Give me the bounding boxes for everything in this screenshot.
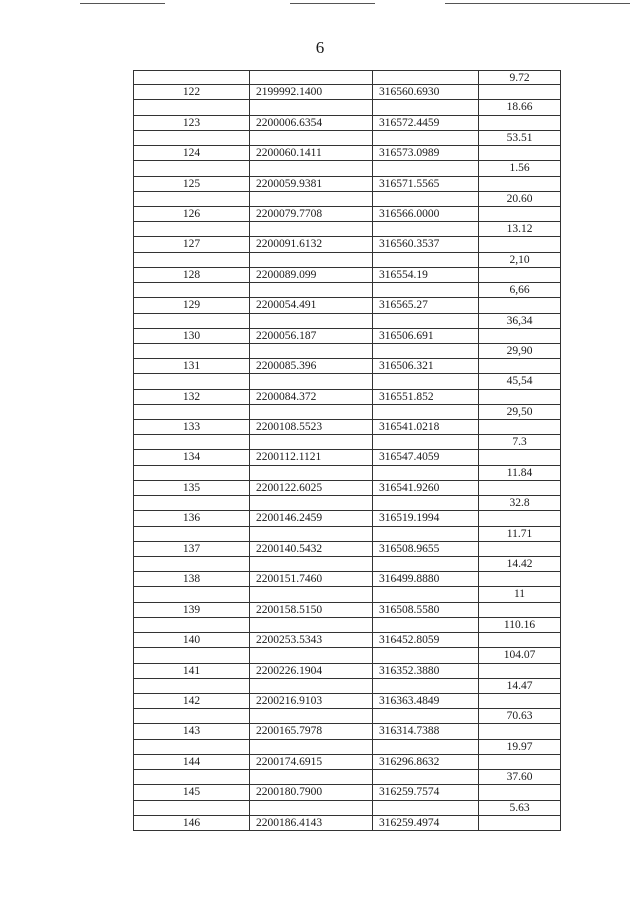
y-coordinate-cell <box>372 405 478 419</box>
point-number-cell: 131 <box>133 359 249 373</box>
x-coordinate-cell: 2200174.6915 <box>249 755 372 769</box>
table-distance-row <box>133 435 561 450</box>
table-row <box>133 603 561 618</box>
point-number-cell <box>133 344 249 358</box>
y-coordinate-cell: 316565.27 <box>372 298 478 312</box>
x-coordinate-cell: 2200112.1121 <box>249 450 372 464</box>
y-coordinate-cell: 316314.7388 <box>372 724 478 738</box>
coordinates-table <box>133 70 561 831</box>
table-distance-row <box>133 618 561 633</box>
y-coordinate-cell <box>372 71 478 84</box>
table-distance-row <box>133 527 561 542</box>
distance-cell <box>478 450 561 464</box>
y-coordinate-cell: 316551.852 <box>372 390 478 404</box>
table-distance-row <box>133 253 561 268</box>
table-row <box>133 724 561 739</box>
x-coordinate-cell: 2200186.4143 <box>249 816 372 830</box>
table-row <box>133 420 561 435</box>
distance-cell: 19.97 <box>478 740 561 754</box>
y-coordinate-cell: 316554.19 <box>372 268 478 282</box>
distance-cell <box>478 816 561 830</box>
distance-cell <box>478 116 561 130</box>
table-row <box>133 85 561 100</box>
point-number-cell <box>133 131 249 145</box>
point-number-cell <box>133 283 249 297</box>
x-coordinate-cell: 2199992.1400 <box>249 85 372 99</box>
y-coordinate-cell <box>372 557 478 571</box>
point-number-cell <box>133 71 249 84</box>
table-distance-row <box>133 314 561 329</box>
distance-cell: 110.16 <box>478 618 561 632</box>
x-coordinate-cell: 2200158.5150 <box>249 603 372 617</box>
table-row <box>133 359 561 374</box>
x-coordinate-cell: 2200226.1904 <box>249 664 372 678</box>
x-coordinate-cell <box>249 496 372 510</box>
x-coordinate-cell: 2200165.7978 <box>249 724 372 738</box>
x-coordinate-cell <box>249 770 372 784</box>
y-coordinate-cell: 316541.0218 <box>372 420 478 434</box>
distance-cell: 14.47 <box>478 679 561 693</box>
distance-cell: 32.8 <box>478 496 561 510</box>
x-coordinate-cell: 2200216.9103 <box>249 694 372 708</box>
distance-cell <box>478 85 561 99</box>
table-distance-row <box>133 374 561 389</box>
point-number-cell: 133 <box>133 420 249 434</box>
x-coordinate-cell <box>249 648 372 662</box>
top-rule-right <box>445 3 630 4</box>
point-number-cell: 139 <box>133 603 249 617</box>
y-coordinate-cell: 316452.8059 <box>372 633 478 647</box>
x-coordinate-cell: 2200108.5523 <box>249 420 372 434</box>
x-coordinate-cell: 2200060.1411 <box>249 146 372 160</box>
y-coordinate-cell: 316499.8880 <box>372 572 478 586</box>
y-coordinate-cell: 316508.9655 <box>372 542 478 556</box>
table-distance-row <box>133 496 561 511</box>
x-coordinate-cell <box>249 801 372 815</box>
point-number-cell: 146 <box>133 816 249 830</box>
table-distance-row <box>133 131 561 146</box>
table-distance-row <box>133 405 561 420</box>
y-coordinate-cell <box>372 100 478 114</box>
y-coordinate-cell: 316506.321 <box>372 359 478 373</box>
point-number-cell <box>133 527 249 541</box>
y-coordinate-cell <box>372 466 478 480</box>
y-coordinate-cell: 316573.0989 <box>372 146 478 160</box>
x-coordinate-cell <box>249 222 372 236</box>
table-distance-row <box>133 192 561 207</box>
y-coordinate-cell <box>372 679 478 693</box>
y-coordinate-cell <box>372 496 478 510</box>
point-number-cell: 144 <box>133 755 249 769</box>
distance-cell <box>478 755 561 769</box>
distance-cell: 11.71 <box>478 527 561 541</box>
point-number-cell <box>133 648 249 662</box>
point-number-cell <box>133 314 249 328</box>
point-number-cell: 125 <box>133 177 249 191</box>
point-number-cell: 138 <box>133 572 249 586</box>
point-number-cell <box>133 770 249 784</box>
distance-cell <box>478 420 561 434</box>
y-coordinate-cell: 316566.0000 <box>372 207 478 221</box>
y-coordinate-cell: 316560.6930 <box>372 85 478 99</box>
page-number: 6 <box>315 38 325 57</box>
distance-cell <box>478 633 561 647</box>
table-distance-row <box>133 70 561 85</box>
x-coordinate-cell: 2200091.6132 <box>249 237 372 251</box>
x-coordinate-cell <box>249 587 372 601</box>
point-number-cell: 134 <box>133 450 249 464</box>
point-number-cell: 122 <box>133 85 249 99</box>
x-coordinate-cell: 2200054.491 <box>249 298 372 312</box>
distance-cell: 7.3 <box>478 435 561 449</box>
x-coordinate-cell <box>249 466 372 480</box>
x-coordinate-cell <box>249 131 372 145</box>
y-coordinate-cell: 316363.4849 <box>372 694 478 708</box>
distance-cell: 37.60 <box>478 770 561 784</box>
table-row <box>133 664 561 679</box>
distance-cell: 70.63 <box>478 709 561 723</box>
point-number-cell <box>133 374 249 388</box>
table-row <box>133 390 561 405</box>
point-number-cell: 140 <box>133 633 249 647</box>
distance-cell <box>478 390 561 404</box>
y-coordinate-cell <box>372 770 478 784</box>
table-distance-row <box>133 648 561 663</box>
distance-cell: 14.42 <box>478 557 561 571</box>
table-distance-row <box>133 587 561 602</box>
table-row <box>133 755 561 770</box>
x-coordinate-cell <box>249 192 372 206</box>
y-coordinate-cell <box>372 618 478 632</box>
table-distance-row <box>133 801 561 816</box>
table-row <box>133 572 561 587</box>
point-number-cell: 127 <box>133 237 249 251</box>
point-number-cell <box>133 557 249 571</box>
point-number-cell: 129 <box>133 298 249 312</box>
table-distance-row <box>133 770 561 785</box>
y-coordinate-cell: 316259.4974 <box>372 816 478 830</box>
x-coordinate-cell: 2200085.396 <box>249 359 372 373</box>
x-coordinate-cell: 2200146.2459 <box>249 511 372 525</box>
distance-cell: 13.12 <box>478 222 561 236</box>
distance-cell <box>478 359 561 373</box>
table-distance-row <box>133 100 561 115</box>
table-row <box>133 298 561 313</box>
x-coordinate-cell: 2200089.099 <box>249 268 372 282</box>
top-rule-left <box>80 3 165 4</box>
point-number-cell: 145 <box>133 785 249 799</box>
y-coordinate-cell: 316571.5565 <box>372 177 478 191</box>
table-distance-row <box>133 709 561 724</box>
point-number-cell: 137 <box>133 542 249 556</box>
y-coordinate-cell: 316352.3880 <box>372 664 478 678</box>
distance-cell: 6,66 <box>478 283 561 297</box>
x-coordinate-cell <box>249 527 372 541</box>
x-coordinate-cell <box>249 557 372 571</box>
y-coordinate-cell <box>372 131 478 145</box>
table-row <box>133 450 561 465</box>
table-distance-row <box>133 466 561 481</box>
point-number-cell <box>133 253 249 267</box>
x-coordinate-cell <box>249 314 372 328</box>
distance-cell: 45,54 <box>478 374 561 388</box>
point-number-cell <box>133 801 249 815</box>
distance-cell <box>478 724 561 738</box>
x-coordinate-cell: 2200059.9381 <box>249 177 372 191</box>
table-distance-row <box>133 740 561 755</box>
point-number-cell <box>133 496 249 510</box>
distance-cell <box>478 146 561 160</box>
x-coordinate-cell <box>249 618 372 632</box>
x-coordinate-cell <box>249 100 372 114</box>
x-coordinate-cell <box>249 161 372 175</box>
table-distance-row <box>133 557 561 572</box>
distance-cell <box>478 572 561 586</box>
y-coordinate-cell <box>372 161 478 175</box>
table-distance-row <box>133 344 561 359</box>
point-number-cell: 132 <box>133 390 249 404</box>
y-coordinate-cell <box>372 740 478 754</box>
point-number-cell: 143 <box>133 724 249 738</box>
point-number-cell <box>133 192 249 206</box>
x-coordinate-cell: 2200140.5432 <box>249 542 372 556</box>
distance-cell: 29,90 <box>478 344 561 358</box>
distance-cell: 29,50 <box>478 405 561 419</box>
distance-cell: 18.66 <box>478 100 561 114</box>
y-coordinate-cell <box>372 192 478 206</box>
point-number-cell <box>133 161 249 175</box>
point-number-cell <box>133 100 249 114</box>
distance-cell <box>478 481 561 495</box>
table-distance-row <box>133 222 561 237</box>
x-coordinate-cell: 2200079.7708 <box>249 207 372 221</box>
table-distance-row <box>133 679 561 694</box>
x-coordinate-cell: 2200056.187 <box>249 329 372 343</box>
y-coordinate-cell <box>372 527 478 541</box>
y-coordinate-cell <box>372 801 478 815</box>
x-coordinate-cell: 2200180.7900 <box>249 785 372 799</box>
point-number-cell <box>133 679 249 693</box>
distance-cell <box>478 694 561 708</box>
x-coordinate-cell <box>249 679 372 693</box>
table-row <box>133 816 561 831</box>
table-row <box>133 329 561 344</box>
distance-cell: 2,10 <box>478 253 561 267</box>
table-row <box>133 237 561 252</box>
table-row <box>133 116 561 131</box>
distance-cell: 104.07 <box>478 648 561 662</box>
distance-cell <box>478 603 561 617</box>
distance-cell: 53.51 <box>478 131 561 145</box>
table-row <box>133 207 561 222</box>
x-coordinate-cell: 2200122.6025 <box>249 481 372 495</box>
x-coordinate-cell <box>249 740 372 754</box>
point-number-cell <box>133 709 249 723</box>
table-row <box>133 146 561 161</box>
point-number-cell <box>133 435 249 449</box>
distance-cell <box>478 268 561 282</box>
y-coordinate-cell <box>372 587 478 601</box>
y-coordinate-cell: 316560.3537 <box>372 237 478 251</box>
point-number-cell <box>133 587 249 601</box>
table-distance-row <box>133 283 561 298</box>
x-coordinate-cell <box>249 253 372 267</box>
distance-cell <box>478 785 561 799</box>
y-coordinate-cell <box>372 374 478 388</box>
y-coordinate-cell: 316506.691 <box>372 329 478 343</box>
y-coordinate-cell <box>372 709 478 723</box>
distance-cell: 5.63 <box>478 801 561 815</box>
point-number-cell: 130 <box>133 329 249 343</box>
distance-cell <box>478 298 561 312</box>
x-coordinate-cell <box>249 374 372 388</box>
point-number-cell: 128 <box>133 268 249 282</box>
y-coordinate-cell: 316541.9260 <box>372 481 478 495</box>
point-number-cell <box>133 740 249 754</box>
y-coordinate-cell: 316519.1994 <box>372 511 478 525</box>
point-number-cell: 142 <box>133 694 249 708</box>
distance-cell <box>478 207 561 221</box>
table-row <box>133 542 561 557</box>
x-coordinate-cell: 2200253.5343 <box>249 633 372 647</box>
point-number-cell: 136 <box>133 511 249 525</box>
y-coordinate-cell <box>372 344 478 358</box>
point-number-cell: 141 <box>133 664 249 678</box>
x-coordinate-cell <box>249 344 372 358</box>
distance-cell <box>478 237 561 251</box>
x-coordinate-cell <box>249 435 372 449</box>
table-distance-row <box>133 161 561 176</box>
x-coordinate-cell <box>249 283 372 297</box>
point-number-cell: 123 <box>133 116 249 130</box>
top-rule-middle <box>290 3 375 4</box>
point-number-cell: 124 <box>133 146 249 160</box>
distance-cell <box>478 542 561 556</box>
distance-cell <box>478 511 561 525</box>
y-coordinate-cell <box>372 222 478 236</box>
distance-cell <box>478 177 561 191</box>
y-coordinate-cell: 316547.4059 <box>372 450 478 464</box>
distance-cell: 11 <box>478 587 561 601</box>
y-coordinate-cell <box>372 283 478 297</box>
table-row <box>133 177 561 192</box>
y-coordinate-cell: 316259.7574 <box>372 785 478 799</box>
distance-cell: 20.60 <box>478 192 561 206</box>
point-number-cell <box>133 405 249 419</box>
distance-cell: 11.84 <box>478 466 561 480</box>
x-coordinate-cell: 2200006.6354 <box>249 116 372 130</box>
x-coordinate-cell <box>249 71 372 84</box>
point-number-cell: 126 <box>133 207 249 221</box>
table-row <box>133 694 561 709</box>
point-number-cell: 135 <box>133 481 249 495</box>
distance-cell: 36,34 <box>478 314 561 328</box>
y-coordinate-cell <box>372 253 478 267</box>
y-coordinate-cell <box>372 648 478 662</box>
distance-cell: 9.72 <box>478 71 561 84</box>
x-coordinate-cell <box>249 709 372 723</box>
y-coordinate-cell <box>372 435 478 449</box>
distance-cell <box>478 664 561 678</box>
table-row <box>133 511 561 526</box>
table-row <box>133 785 561 800</box>
y-coordinate-cell <box>372 314 478 328</box>
y-coordinate-cell: 316508.5580 <box>372 603 478 617</box>
table-row <box>133 633 561 648</box>
point-number-cell <box>133 466 249 480</box>
x-coordinate-cell: 2200084.372 <box>249 390 372 404</box>
x-coordinate-cell <box>249 405 372 419</box>
distance-cell <box>478 329 561 343</box>
point-number-cell <box>133 222 249 236</box>
y-coordinate-cell: 316572.4459 <box>372 116 478 130</box>
point-number-cell <box>133 618 249 632</box>
y-coordinate-cell: 316296.8632 <box>372 755 478 769</box>
distance-cell: 1.56 <box>478 161 561 175</box>
table-row <box>133 481 561 496</box>
x-coordinate-cell: 2200151.7460 <box>249 572 372 586</box>
table-row <box>133 268 561 283</box>
